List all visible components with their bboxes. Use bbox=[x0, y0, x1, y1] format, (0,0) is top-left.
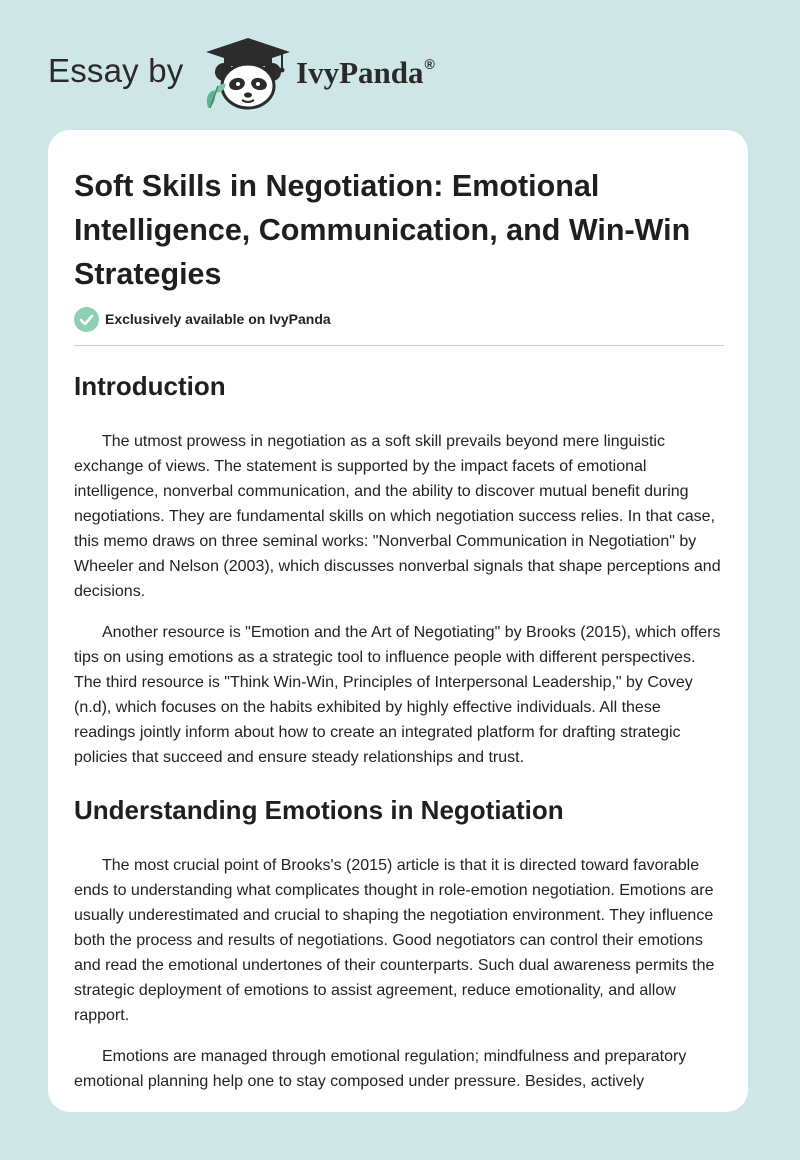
essay-body bbox=[74, 370, 724, 1110]
site-header bbox=[0, 0, 800, 120]
exclusive-label: Exclusively available on IvyPanda bbox=[105, 311, 331, 327]
title-divider bbox=[74, 345, 724, 346]
brand-prefix: Essay by bbox=[48, 52, 184, 89]
section-heading-emotions: Understanding Emotions in Negotiation bbox=[74, 795, 564, 825]
exclusive-badge bbox=[74, 306, 331, 332]
check-badge-icon bbox=[74, 307, 99, 332]
panda-logo-icon[interactable] bbox=[196, 32, 296, 110]
paragraph: The most crucial point of Brooks's (2015) article is that it is directed toward favorable ends to understanding what complicates thought in role-emotion negotiation. Emotions are usually underestimated and crucial to shaping the negotiation environment. They influence both the process and results of negotiations. Good negotiators can control their emotions and read the emotional undertones of their counterparts. Such dual awareness permits the strategic deployment of emotions to assist agreement, reduce emotionality, and allow rapport. bbox=[74, 857, 715, 1024]
brand-name-text: IvyPanda bbox=[296, 55, 424, 90]
paragraph: Another resource is "Emotion and the Art of Negotiating" by Brooks (2015), which offers tips on using emotions as a strategic tool to influence people with different perspectives. The third resource is "Think Win-Win, Principles of Interpersonal Leadership," by Covey (n.d), which focuses on the habits exhibited by highly effective individuals. All these readings jointly inform about how to create an integrated platform for drafting strategic policies that succeed and ensure steady relationships and trust. bbox=[74, 624, 721, 766]
essay-title: Soft Skills in Negotiation: Emotional Intelligence, Communication, and Win-Win Strategies bbox=[74, 169, 691, 291]
paragraph: The utmost prowess in negotiation as a soft skill prevails beyond mere linguistic exchange of views. The statement is supported by the impact facets of emotional intelligence, nonverbal communication, and the ability to discover mutual benefit during negotiations. They are fundamental skills on which negotiation success relies. In that case, this memo draws on three seminal works: "Nonverbal Communication in Negotiation" by Wheeler and Nelson (2003), which discusses nonverbal signals that shape perceptions and decisions. bbox=[74, 433, 721, 600]
essay-card bbox=[48, 130, 748, 1112]
section-heading-introduction: Introduction bbox=[74, 371, 226, 401]
paragraph: Emotions are managed through emotional regulation; mindfulness and preparatory emotional planning help one to stay composed under pressure. Besides, actively bbox=[74, 1048, 687, 1090]
brand-name bbox=[296, 55, 435, 91]
registered-mark: ® bbox=[424, 56, 435, 72]
